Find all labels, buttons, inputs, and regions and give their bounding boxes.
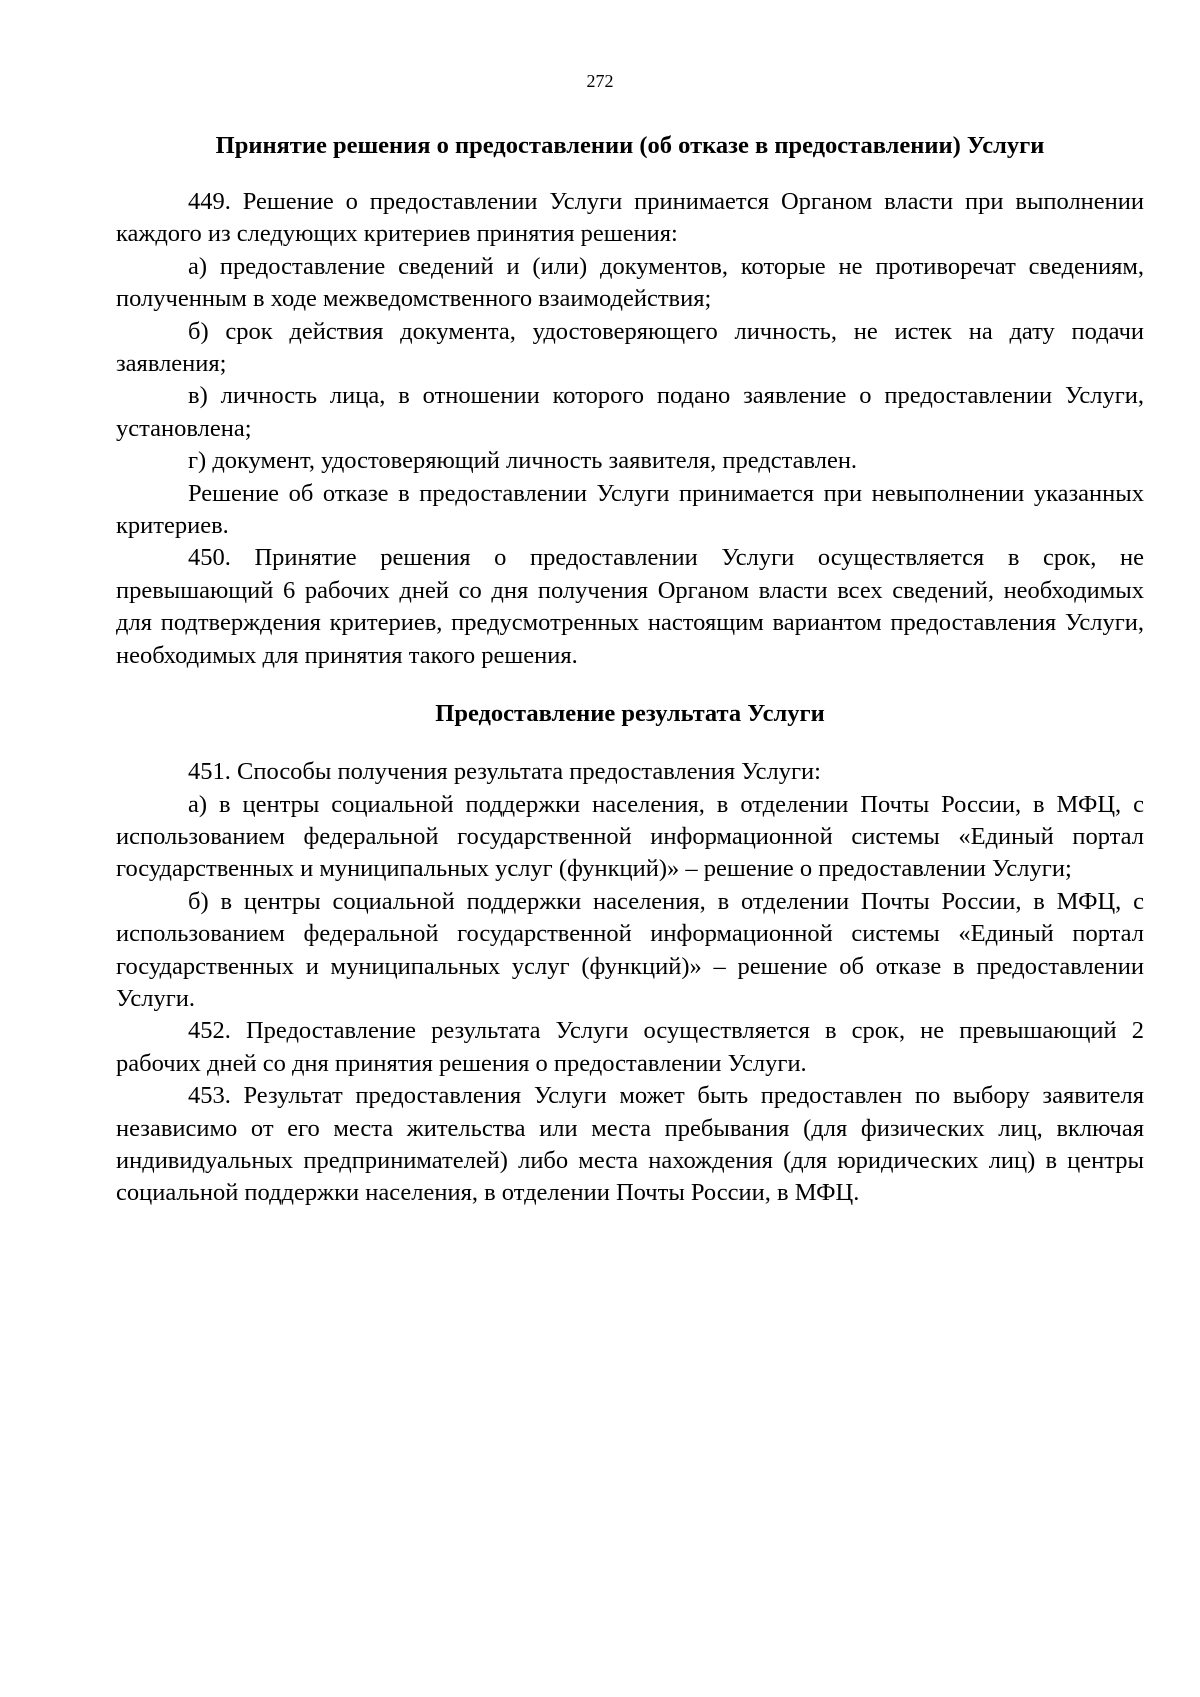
section-title-decision: Принятие решения о предоставлении (об отказе в предоставлении) Услуги [215,132,1045,159]
paragraph-452: 452. Предоставление результата Услуги осуществляется в срок, не превышающий 2 рабочих дней со дня принятия решения о предоставлении Услуги. [116,1017,1144,1077]
document-body [116,130,1144,1210]
paragraph-449: 449. Решение о предоставлении Услуги принимается Органом власти при выполнении каждого из следующих критериев принятия решения: [116,188,1144,248]
paragraph-451: 451. Способы получения результата предоставления Услуги: [188,758,821,786]
paragraph-449-b: б) срок действия документа, удостоверяющего личность, не истек на дату подачи заявления; [116,317,1144,378]
page-number: 272 [586,71,614,91]
paragraph-451-b: б) в центры социальной поддержки населения, в отделении Почты России, в МФЦ, с использованием федеральной государственной информационной системы «Единый портал государственных и муниципальных услуг (функций)» – решение об отказе в предоставлении Услуги. [116,887,1144,1012]
paragraph-449-a: а) предоставление сведений и (или) документов, которые не противоречат сведениям, полученным в ходе межведомственного взаимодействия; [116,252,1144,313]
paragraph-449-v: в) личность лица, в отношении которого подано заявление о предоставлении Услуги, установлена; [116,382,1144,442]
paragraph-451-a: а) в центры социальной поддержки населения, в отделении Почты России, в МФЦ, с использованием федеральной государственной информационной системы «Единый портал государственных и муниципальных услуг (функций)» – решение о предоставлении Услуги; [116,790,1144,883]
paragraph-refusal: Решение об отказе в предоставлении Услуги принимается при невыполнении указанных критериев. [116,479,1144,540]
section-title-result: Предоставление результата Услуги [435,700,825,728]
paragraph-449-g: г) документ, удостоверяющий личность заявителя, представлен. [188,447,858,475]
paragraph-450: 450. Принятие решения о предоставлении Услуги осуществляется в срок, не превышающий 6 рабочих дней со дня получения Органом власти всех сведений, необходимых для подтверждения критериев, предусмотренных настоящим вариантом предоставления Услуги, необходимых для принятия такого решения. [116,544,1144,669]
paragraph-453: 453. Результат предоставления Услуги может быть предоставлен по выбору заявителя независимо от его места жительства или места пребывания (для физических лиц, включая индивидуальных предпринимателей) либо места нахождения (для юридических лиц) в центры социальной поддержки населения, в отделении Почты России, в МФЦ. [116,1082,1144,1207]
